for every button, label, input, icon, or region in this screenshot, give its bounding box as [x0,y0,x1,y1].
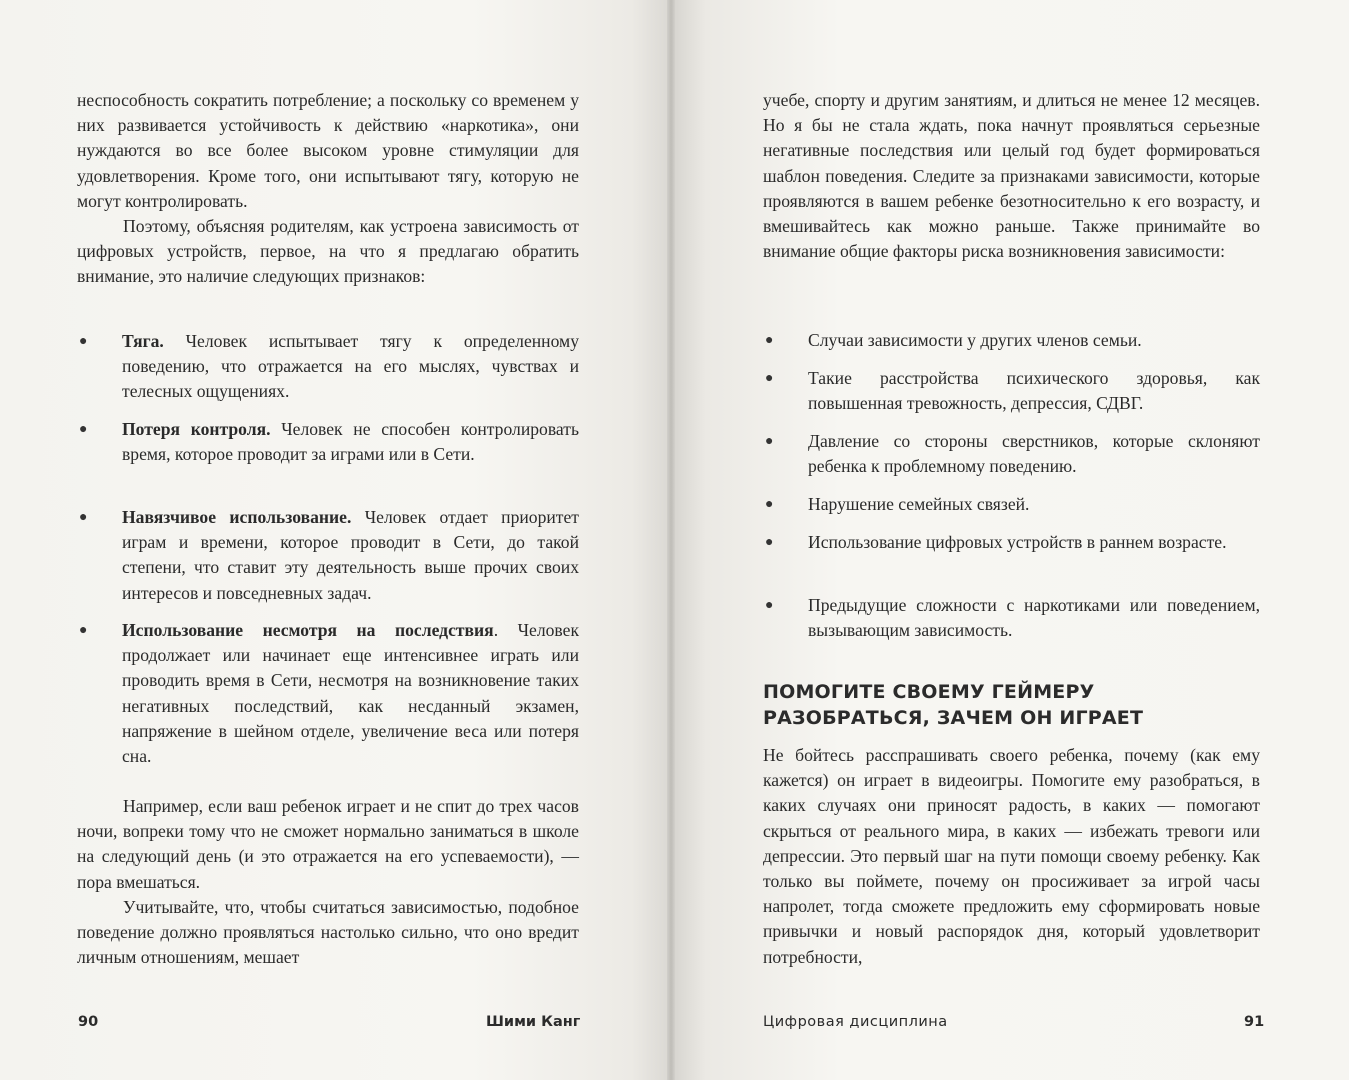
risk-factors-list-3 [763,429,1260,479]
signs-list-2 [77,417,579,467]
paragraph-help: Не бойтесь расспрашивать своего ребенка, почему (как ему кажется) он играет в видеоигры. Помогите ему разобраться, в каких случаях они приносят радость, в каких — помогают скрыться от реального мира, в каких — избежать тревоги или депрессии. Это первый шаг на пути помощи своему ребенку. Как только вы поймете, почему он просиживает за игрой часы напролет, тогда сможете предложить ему сформировать новые привычки и новый распорядок дня, который удовлетворит потребности, [763,745,1260,967]
list-item [763,366,1260,416]
paragraph-signs: Поэтому, объясняя родителям, как устроена зависимость от цифровых устройств, первое, на что я предлагаю обратить внимание, это наличие следующих признаков: [77,216,579,287]
bullet-icon: ● [765,535,774,550]
bullet-icon: ● [765,333,774,348]
bullet-icon: ● [79,623,88,638]
page-number: 90 [78,1014,99,1030]
section-heading-line-1: ПОМОГИТЕ СВОЕМУ ГЕЙМЕРУ [763,681,1095,703]
list-item [763,593,1260,643]
bullet-icon: ● [765,598,774,613]
paragraph-example: Например, если ваш ребенок играет и не спит до трех часов ночи, вопреки тому что не сможет нормально заниматься в школе на следующий день (и это отражается на его успеваемости), — пора вмешаться. [77,796,579,892]
bullet-icon: ● [765,434,774,449]
risk-text: Нарушение семейных связей. [808,494,1030,514]
risk-factors-list-6 [763,593,1260,643]
paragraph-consider: Учитывайте, что, чтобы считаться зависимостью, подобное поведение должно проявляться настолько сильно, что оно вредит личным отношениям, мешает [77,896,579,968]
left-page [0,0,672,1080]
sign-text: . Человек продолжает или начинает еще интенсивнее играть или проводить время в Сети, несмотря на возникновение таких негативных последствий, как несданный экзамен, напряжение в шейном отделе, увеличение веса или потеря сна. [122,620,579,767]
bullet-icon: ● [79,510,88,525]
list-item [77,505,579,606]
risk-factors-list [763,328,1260,353]
right-page-body-end [763,743,1260,970]
bullet-icon: ● [79,334,88,349]
sign-text: Человек отдает приоритет играм и времени, которое проводит в Сети, до такой степени, что ставит эту деятельность выше прочих своих интересов и повседневных задач. [122,507,579,603]
signs-list [77,329,579,405]
right-page [672,0,1349,1080]
list-item [77,417,579,467]
paragraph-intro: неспособность сократить потребление; а поскольку со временем у них развивается устойчивость к действию «наркотика», они нуждаются во все более высоком уровне стимуляции для удовлетворения. Кроме того, они испытывают тягу, которую не могут контролировать. [77,90,579,211]
risk-factors-list-5 [763,530,1260,555]
risk-text: Использование цифровых устройств в раннем возрасте. [808,532,1227,552]
sign-term: Потеря контроля. [122,419,271,439]
page-number: 91 [1244,1014,1265,1030]
left-page-body-end [77,794,579,970]
sign-term: Тяга. [122,331,164,351]
left-page-body [77,88,579,290]
sign-text: Человек не способен контролировать время, которое проводит за играми или в Сети. [122,419,579,465]
signs-list-3 [77,505,579,606]
right-page-body [763,88,1260,264]
section-heading [763,679,1243,731]
sign-term: Использование несмотря на последствия [122,620,494,640]
risk-text: Случаи зависимости у других членов семьи. [808,330,1142,350]
list-item [763,492,1260,517]
list-item [763,530,1260,555]
bullet-icon: ● [79,422,88,437]
paragraph-continuation: учебе, спорту и другим занятиям, и длиться не менее 12 месяцев. Но я бы не стала ждать, пока начнут проявляться серьезные негативные последствия или целый год будет формироваться шаблон поведения. Следите за признаками зависимости, которые проявляются в вашем ребенке безотносительно к его возрасту, и вмешивайтесь как можно раньше. Также принимайте во внимание общие факторы риска возникновения зависимости: [763,90,1260,262]
list-item [763,429,1260,479]
signs-list-4 [77,618,579,769]
section-heading-line-2: РАЗОБРАТЬСЯ, ЗАЧЕМ ОН ИГРАЕТ [763,707,1144,729]
list-item [763,328,1260,353]
list-item [77,329,579,405]
sign-term: Навязчивое использование. [122,507,352,527]
bullet-icon: ● [765,371,774,386]
running-head-author: Шими Канг [486,1014,581,1030]
bullet-icon: ● [765,497,774,512]
risk-factors-list-2 [763,366,1260,416]
running-head-title: Цифровая дисциплина [763,1014,948,1030]
risk-text: Предыдущие сложности с наркотиками или поведением, вызывающим зависимость. [808,595,1260,641]
risk-factors-list-4 [763,492,1260,517]
book-gutter [667,0,675,1080]
sign-text: Человек испытывает тягу к определенному поведению, что отражается на его мыслях, чувствах и телесных ощущениях. [122,331,579,402]
risk-text: Такие расстройства психического здоровья, как повышенная тревожность, депрессия, СДВГ. [808,368,1260,414]
list-item [77,618,579,769]
risk-text: Давление со стороны сверстников, которые склоняют ребенка к проблемному поведению. [808,431,1260,477]
